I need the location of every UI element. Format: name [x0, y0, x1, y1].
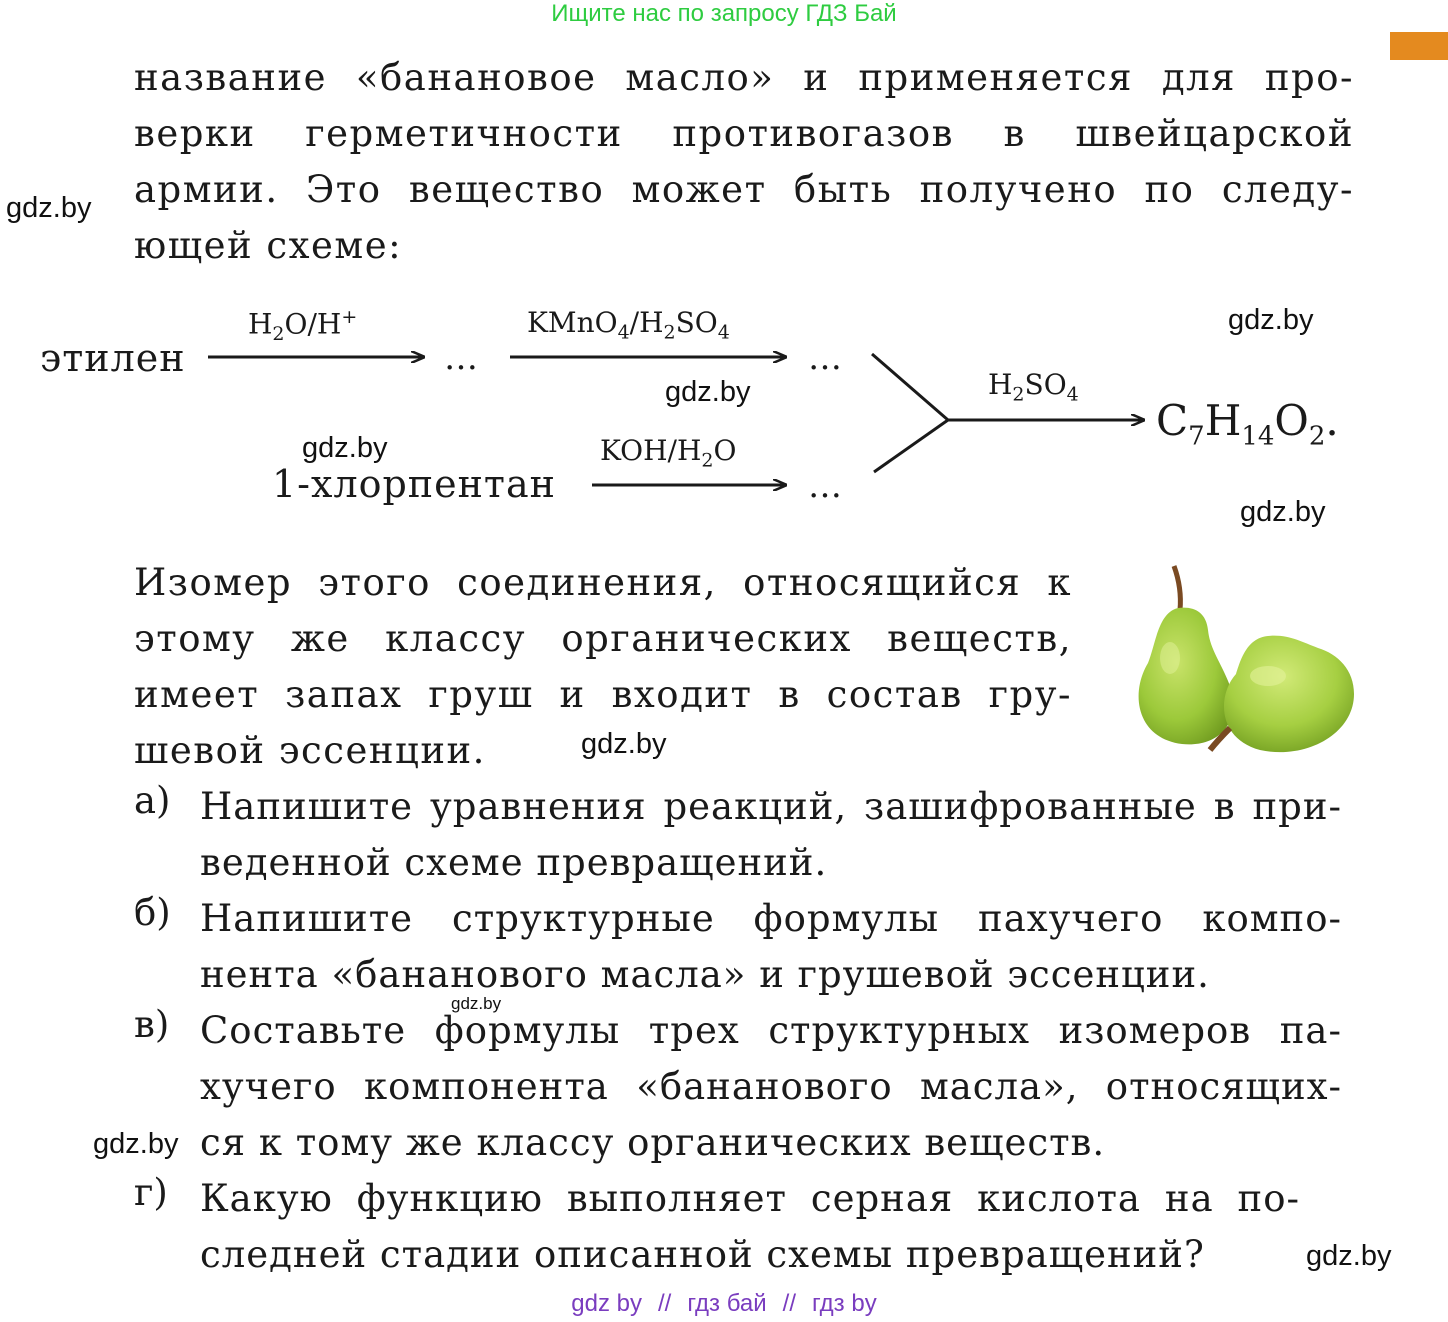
text-line: название «банановое масло» и применяется для про-	[134, 56, 1354, 99]
footer-links[interactable]	[0, 1290, 1448, 1318]
question-c	[200, 1003, 1342, 1171]
watermark: gdz.by	[581, 728, 667, 760]
product-formula: $C_7H_{14}O_2$.	[1156, 396, 1339, 452]
question-a	[200, 779, 1342, 891]
footer-link[interactable]: гдз бай	[687, 1290, 767, 1317]
text-line: Составьте формулы трех структурных изомеров па-	[200, 1009, 1342, 1052]
question-letter-a: а)	[134, 779, 171, 822]
pear-image	[1118, 558, 1358, 758]
text-line: Изомер этого соединения, относящийся к	[134, 561, 1072, 604]
text-line: армии. Это вещество может быть получено по следу-	[134, 168, 1354, 211]
question-d	[200, 1171, 1300, 1283]
watermark: gdz.by	[6, 192, 92, 224]
footer-link[interactable]: гдз by	[812, 1290, 877, 1317]
text-line: этому же классу органических веществ,	[134, 617, 1072, 660]
text-line: ющей схеме:	[134, 224, 403, 267]
text-line: нента «бананового масла» и грушевой эссенции.	[200, 953, 1210, 996]
text-line: хучего компонента «бананового масла», относящих-	[200, 1065, 1342, 1108]
reagent-kmno4: $KMnO_4/H_2SO_4$	[527, 306, 730, 344]
text-line: Напишите структурные формулы пахучего компо-	[200, 897, 1342, 940]
watermark: gdz.by	[302, 432, 388, 464]
watermark: gdz.by	[1240, 496, 1326, 528]
reagent-sulfuric-acid: $H_2SO_4$	[988, 368, 1079, 406]
intermediate-2: …	[808, 338, 846, 378]
text-line: Напишите уравнения реакций, зашифрованные в при-	[200, 785, 1342, 828]
watermark: gdz.by	[451, 994, 502, 1013]
pear-front	[1224, 636, 1354, 752]
footer-separator: //	[658, 1290, 672, 1317]
reagent-water-acid: $H_2O/H^+$	[248, 306, 358, 345]
watermark: gdz.by	[665, 376, 751, 408]
text-line: ся к тому же классу органических веществ.	[200, 1121, 1106, 1164]
text-line: Какую функцию выполняет серная кислота на по-	[200, 1177, 1300, 1220]
watermark: gdz.by	[1228, 304, 1314, 336]
top-banner[interactable]: Ищите нас по запросу ГДЗ Бай	[551, 0, 897, 27]
question-letter-b: б)	[134, 891, 171, 934]
reactant-chloropentane: 1-хлорпентан	[272, 462, 556, 506]
question-b	[200, 891, 1342, 1003]
text-line: имеет запах груш и входит в состав гру-	[134, 673, 1072, 716]
reagent-koh: KOH/$H_2O$	[600, 434, 737, 472]
footer-separator: //	[782, 1290, 796, 1317]
text-line: шевой эссенции.	[134, 729, 486, 772]
merge-line-bottom	[874, 420, 948, 472]
page-tab-marker	[1390, 32, 1448, 60]
footer-link[interactable]: gdz by	[571, 1290, 642, 1317]
pear-back	[1139, 608, 1234, 745]
text-line: верки герметичности противогазов в швейцарской	[134, 112, 1354, 155]
question-letter-c: в)	[134, 1003, 170, 1046]
intermediate-1: …	[444, 338, 482, 378]
question-letter-d: г)	[134, 1171, 168, 1214]
merge-line-top	[872, 354, 948, 420]
pear-stem-back	[1174, 566, 1180, 610]
reactant-ethylene: этилен	[40, 336, 186, 380]
watermark: gdz.by	[93, 1128, 179, 1160]
text-line: следней стадии описанной схемы превращений?	[200, 1233, 1205, 1276]
intermediate-3: …	[808, 466, 846, 506]
intro-paragraph	[134, 50, 1354, 274]
text-line: веденной схеме превращений.	[200, 841, 828, 884]
watermark: gdz.by	[1306, 1240, 1392, 1272]
